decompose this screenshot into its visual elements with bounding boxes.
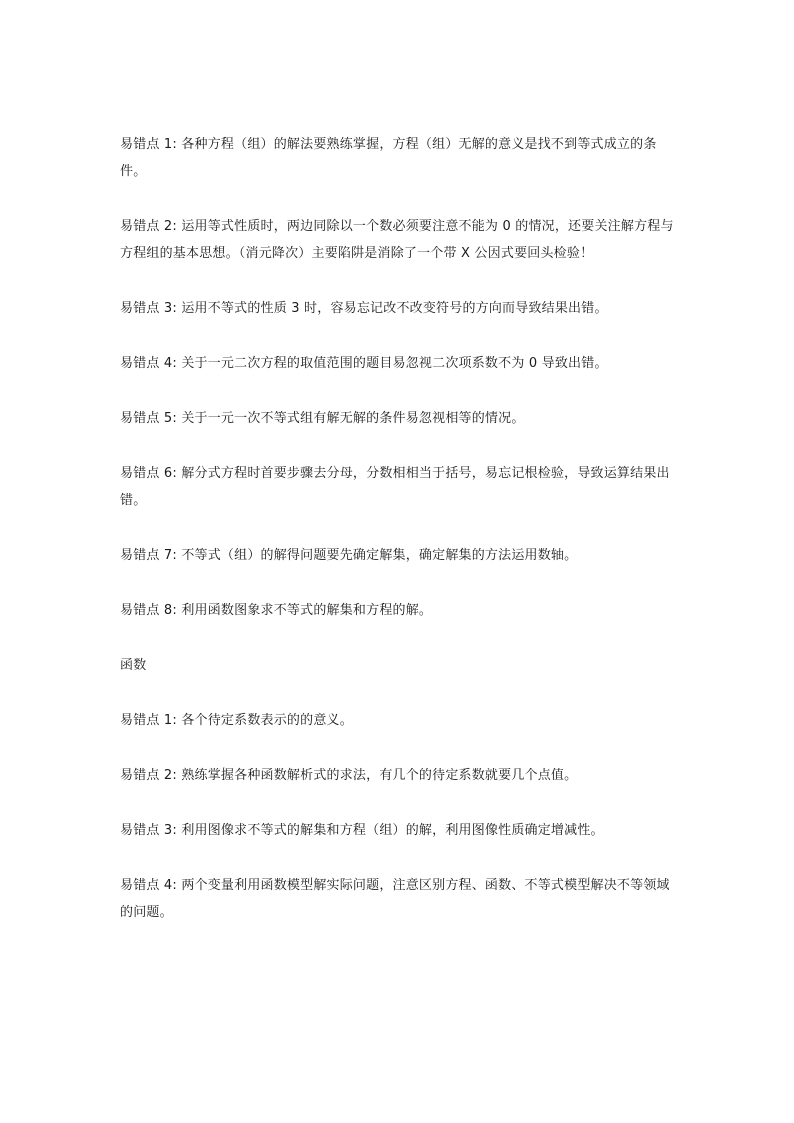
error-point-inequality-3: 易错点 3: 运用不等式的性质 3 时，容易忘记改不改变符号的方向而导致结果出错。	[120, 301, 608, 316]
function-error-point-4: 易错点 4: 两个变量利用函数模型解实际问题，注意区别方程、函数、不等式模型解决不等领域的问题。	[120, 878, 670, 920]
error-point-quadratic-4: 易错点 4: 关于一元二次方程的取值范围的题目易忽视二次项系数不为 0 导致出错。	[120, 356, 608, 371]
function-error-point-2: 易错点 2: 熟练掌握各种函数解析式的求法，有几个的待定系数就要几个点值。	[120, 768, 578, 783]
function-error-point-3: 易错点 3: 利用图像求不等式的解集和方程（组）的解，利用图像性质确定增减性。	[120, 823, 604, 838]
error-point-fraction-equation-6: 易错点 6: 解分式方程时首要步骤去分母，分数相相当于括号，易忘记根检验，导致运算结果出错。	[120, 466, 670, 508]
function-error-point-1: 易错点 1: 各个待定系数表示的的意义。	[120, 713, 353, 728]
section-heading-function: 函数	[120, 658, 147, 673]
error-point-solution-set-7: 易错点 7: 不等式（组）的解得问题要先确定解集，确定解集的方法运用数轴。	[120, 548, 578, 563]
error-point-graph-8: 易错点 8: 利用函数图象求不等式的解集和方程的解。	[120, 603, 433, 618]
error-point-inequality-system-5: 易错点 5: 关于一元一次不等式组有解无解的条件易忽视相等的情况。	[120, 411, 525, 426]
document-body	[120, 131, 680, 954]
error-point-equation-1: 易错点 1: 各种方程（组）的解法要熟练掌握，方程（组）无解的意义是找不到等式成立的条件。	[120, 137, 657, 179]
error-point-equation-2: 易错点 2: 运用等式性质时，两边同除以一个数必须要注意不能为 0 的情况，还要关注解方程与方程组的基本思想。（消元降次）主要陷阱是消除了一个带 X 公因式要回头检验！	[120, 219, 674, 261]
